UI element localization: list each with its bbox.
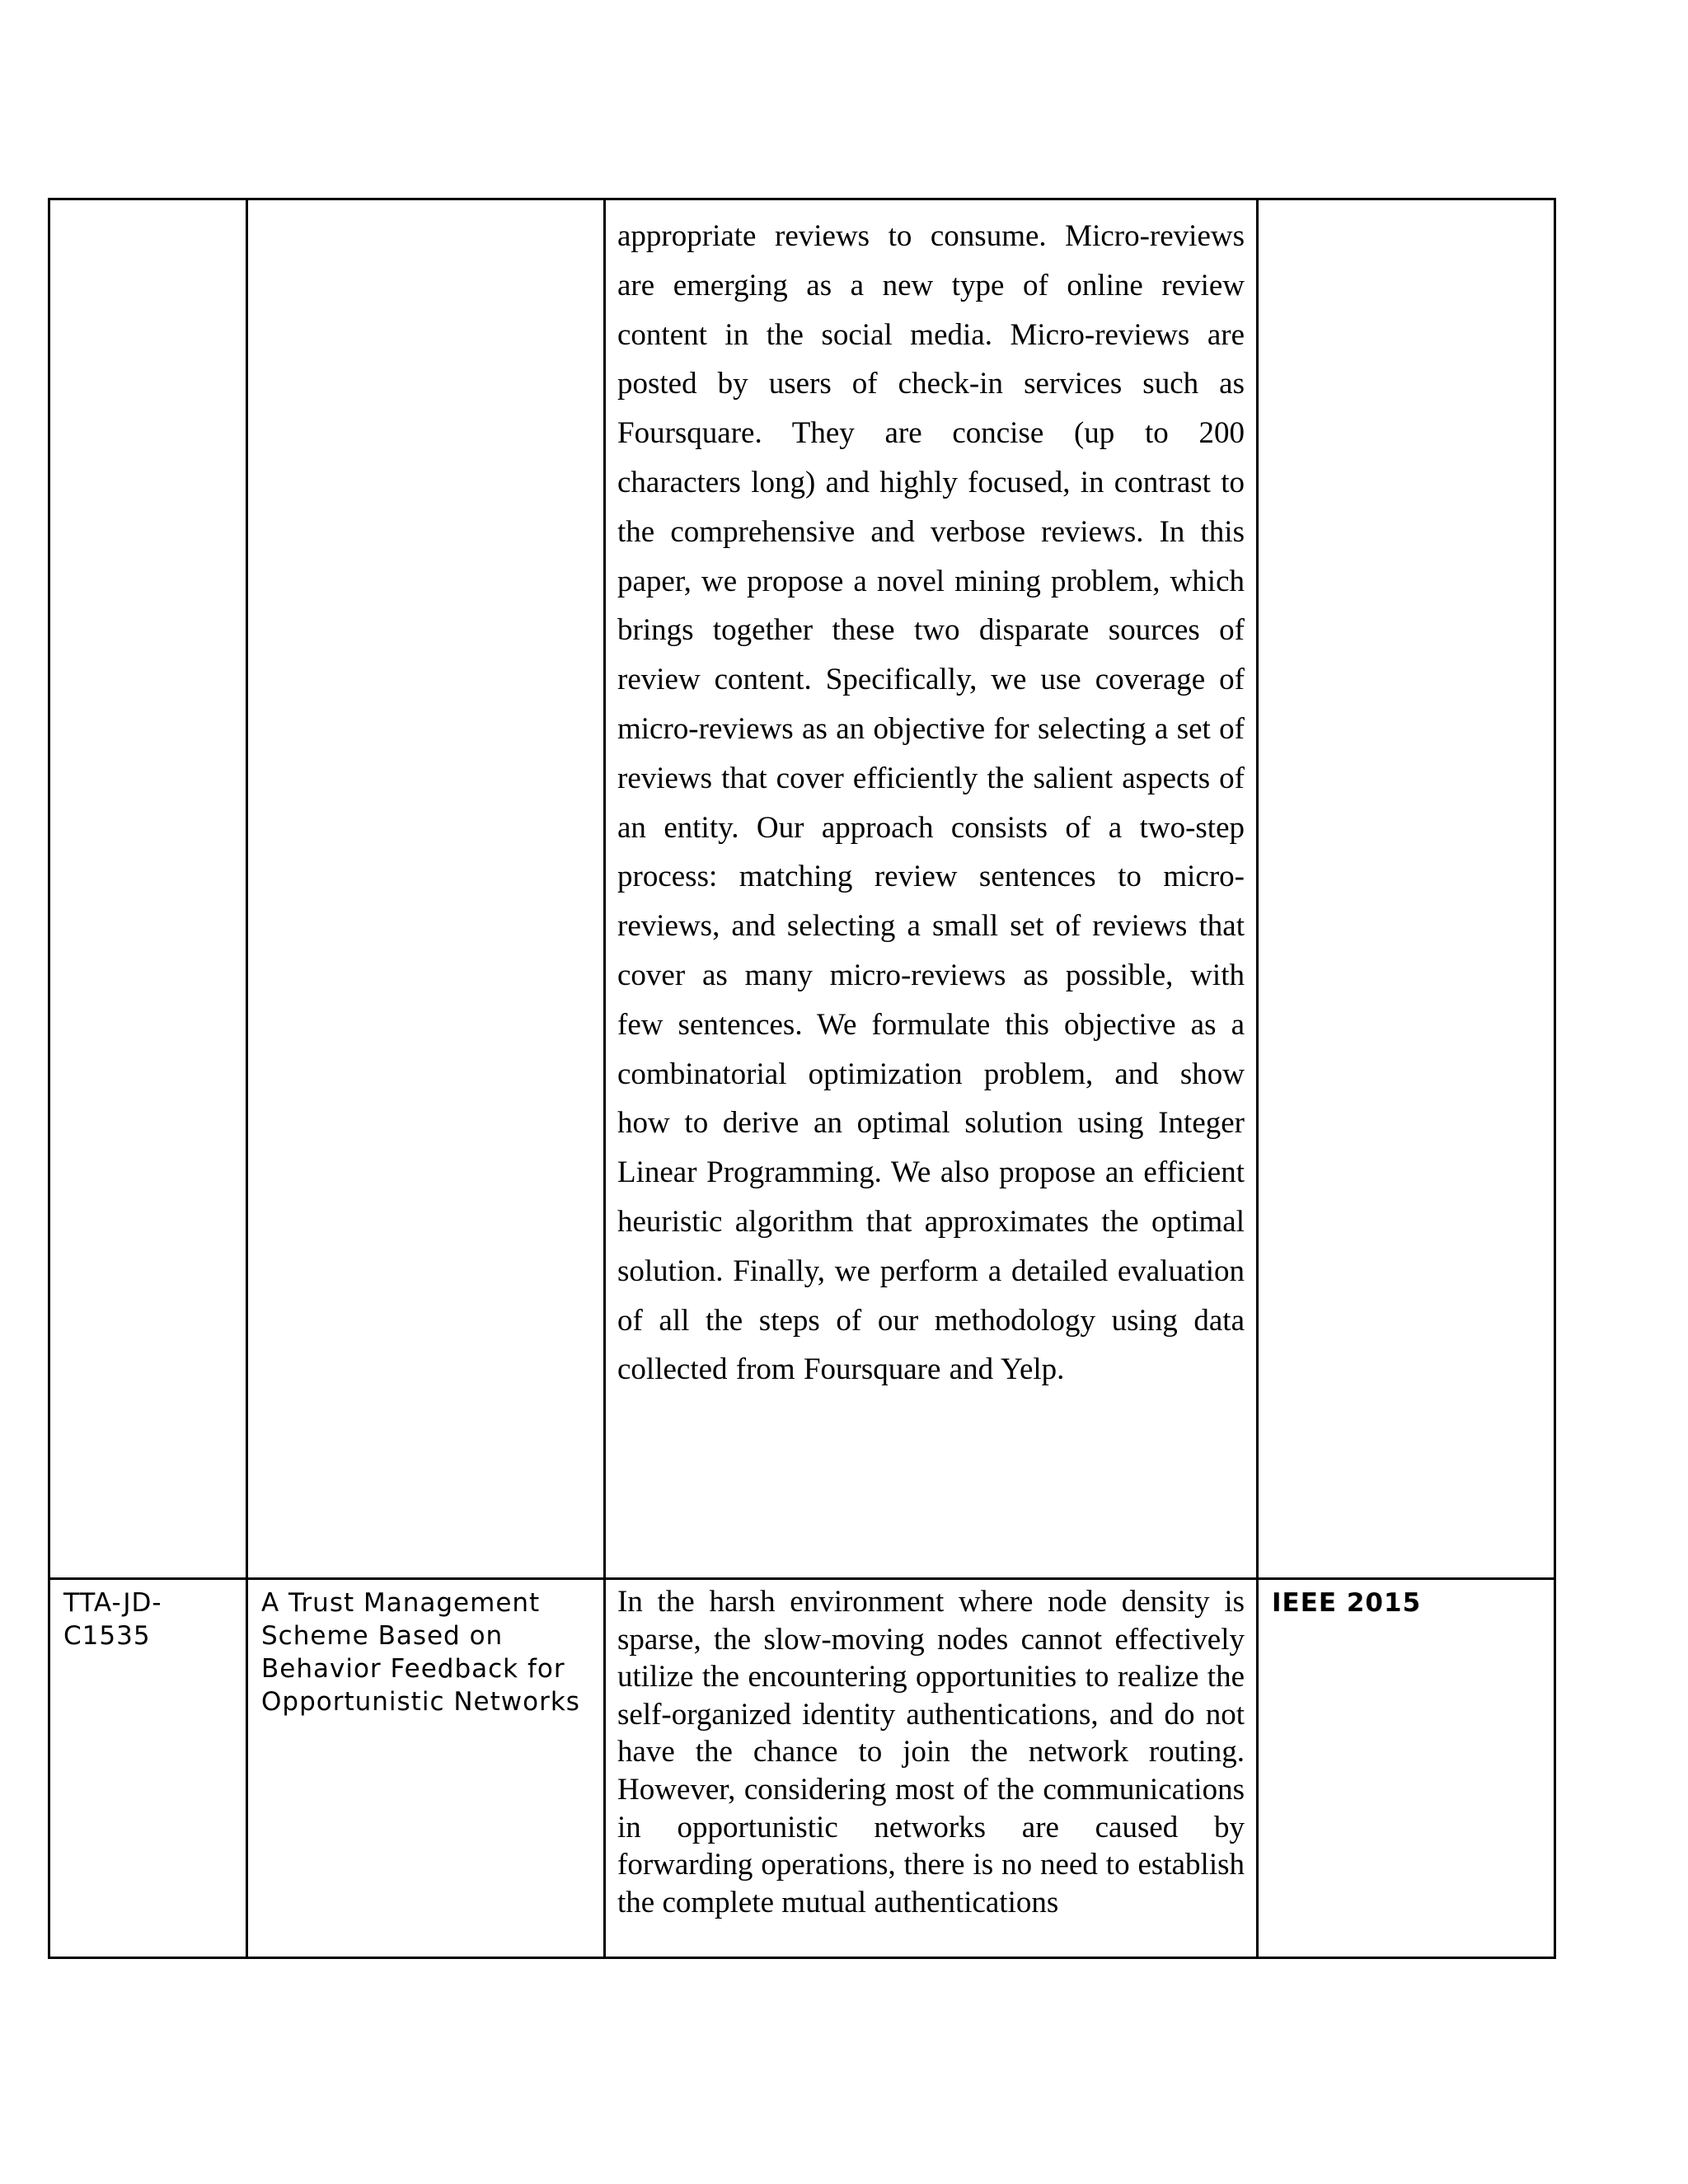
project-table xyxy=(48,198,1556,1959)
project-year-cell: IEEE 2015 xyxy=(1258,1579,1555,1958)
project-title-cell: A Trust Management Scheme Based on Behavior Feedback for Opportunistic Networks xyxy=(247,1579,605,1958)
project-abstract-cell: appropriate reviews to consume. Micro-reviews are emerging as a new type of online review content in the social media. Micro-reviews are posted by users of check-in services such as Foursquare. They are concise (up to 200 characters long) and highly focused, in contrast to the comprehensive and verbose reviews. In this paper, we propose a novel mining problem, which brings together these two disparate sources of review content. Specifically, we use coverage of micro-reviews as an objective for selecting a set of reviews that cover efficiently the salient aspects of an entity. Our approach consists of a two-step process: matching review sentences to micro-reviews, and selecting a small set of reviews that cover as many micro-reviews as possible, with few sentences. We formulate this objective as a combinatorial optimization problem, and show how to derive an optimal solution using Integer Linear Programming. We also propose an efficient heuristic algorithm that approximates the optimal solution. Finally, we perform a detailed evaluation of all the steps of our methodology using data collected from Foursquare and Yelp. xyxy=(605,199,1258,1579)
project-id-cell xyxy=(49,199,247,1579)
project-abstract-cell xyxy=(605,1579,1258,1958)
project-title-cell xyxy=(247,199,605,1579)
project-year-cell xyxy=(1258,199,1555,1579)
table-row xyxy=(49,1579,1555,1958)
project-id-cell xyxy=(49,1579,247,1958)
project-id: TTA-JD-C1535 xyxy=(63,1588,162,1651)
project-abstract: In the harsh environment where node density is sparse, the slow-moving nodes cannot effectively utilize the encountering opportunities to realize the self-organized identity authentications, and do not have the chance to join the network routing. However, considering most of the communications in opportunistic networks are caused by forwarding operations, there is no need to establish the complete mutual authentications xyxy=(617,1585,1245,1919)
table-row xyxy=(49,199,1555,1579)
